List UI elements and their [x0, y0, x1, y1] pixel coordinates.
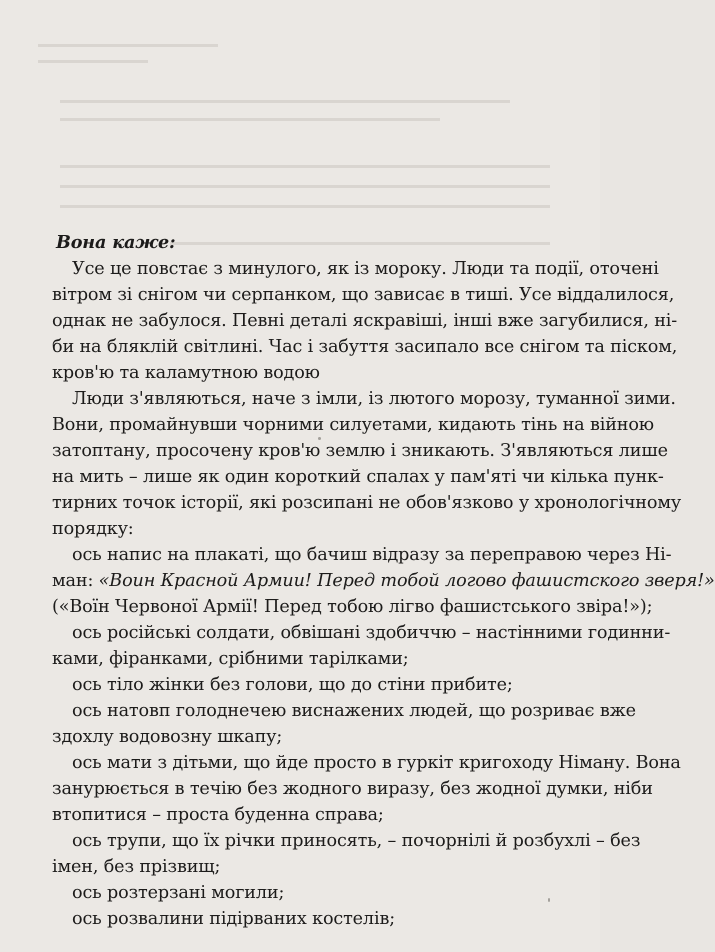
text-line: ось розтерзані могили; — [72, 883, 285, 903]
text-line: («Воїн Червоної Армії! Перед тобою лігво фашистського звіра!»); — [52, 597, 653, 617]
text-line: Вони, промайнувши чорними силуетами, кидають тінь на війною — [52, 415, 654, 435]
text-line: кров'ю та каламутною водою — [52, 363, 320, 383]
bleed-through-line — [38, 60, 148, 63]
bleed-through-line — [60, 118, 440, 121]
text-line — [52, 568, 715, 594]
text-line: втопитися – проста буденна справа; — [52, 805, 384, 825]
main-text — [52, 230, 715, 932]
text-line: затоптану, просочену кров'ю землю і зникають. З'являються лише — [52, 441, 668, 461]
text-line: однак не забулося. Певні деталі яскравіші, інші вже загубилися, ні- — [52, 311, 678, 331]
text-line: Усе це повстає з минулого, як із мороку. Люди та події, оточені — [72, 259, 659, 279]
text-line: занурюється в течію без жодного виразу, без жодної думки, ніби — [52, 779, 653, 799]
text-line: на мить – лише як один короткий спалах у пам'яті чи кілька пунк- — [52, 467, 664, 487]
text-line: вітром зі снігом чи серпанком, що зависає в тиші. Усе віддалилося, — [52, 285, 675, 305]
text-line: ось натовп голоднечею виснажених людей, що розриває вже — [72, 701, 636, 721]
text-lines — [52, 256, 715, 932]
text-line-plain: ман: — [52, 571, 99, 591]
text-line: ось напис на плакаті, що бачиш відразу за переправою через Ні- — [72, 545, 672, 565]
text-line: ось розвалини підірваних костелів; — [72, 909, 395, 929]
text-line: імен, без прізвищ; — [52, 857, 221, 877]
bleed-through-line — [60, 185, 550, 188]
bleed-through-line — [38, 44, 218, 47]
text-line: ками, фіранками, срібними тарілками; — [52, 649, 409, 669]
section-heading: Вона каже: — [56, 232, 176, 253]
text-line: ось мати з дітьми, що йде просто в гуркіт кригоходу Німану. Вона — [72, 753, 681, 773]
text-line: здохлу водовозну шкапу; — [52, 727, 283, 747]
text-line: ось тіло жінки без голови, що до стіни прибите; — [72, 675, 513, 695]
bleed-through-line — [60, 205, 550, 208]
text-line: би на бляклій світлині. Час і забуття засипало все снігом та піском, — [52, 337, 678, 357]
text-line: ось трупи, що їх річки приносять, – почорнілі й розбухлі – без — [72, 831, 641, 851]
text-line: ось російські солдати, обвішані здобиччю – настінними годинни- — [72, 623, 671, 643]
text-line: тирних точок історії, які розсипані не обов'язково у хронологічному — [52, 493, 682, 513]
text-line: Люди з'являються, наче з імли, із лютого морозу, туманної зими. — [72, 389, 676, 409]
bleed-through-line — [60, 100, 510, 103]
bleed-through-line — [60, 165, 550, 168]
text-line-italic: «Воин Красной Армии! Перед тобой логово фашистского зверя!» — [98, 571, 715, 591]
text-line: порядку: — [52, 519, 134, 539]
